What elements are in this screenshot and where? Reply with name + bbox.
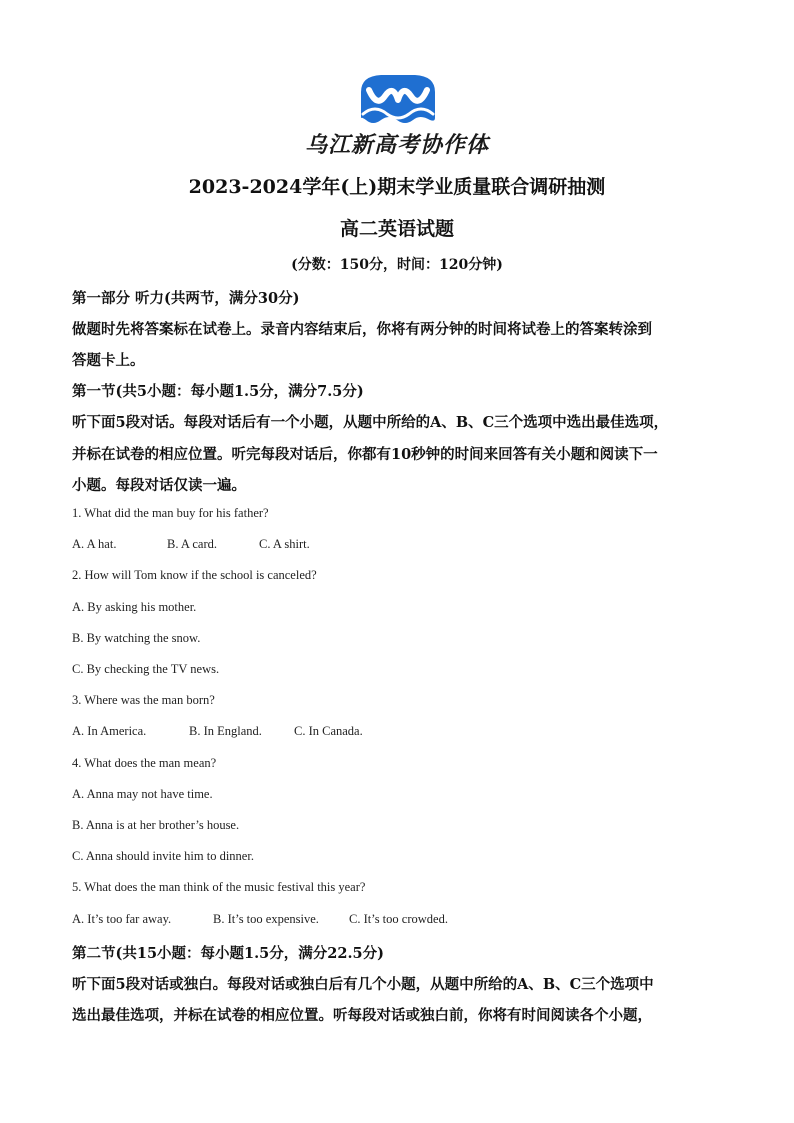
question-options xyxy=(72,912,448,927)
section1-instruction: 听下面5段对话。每段对话后有一个小题，从题中所给的A、B、C三个选项中选出最佳选项， xyxy=(72,414,669,431)
exam-subtitle: 高二英语试题 xyxy=(339,218,454,240)
option-b: B. By watching the snow. xyxy=(72,631,201,645)
option-c: C. Anna should invite him to dinner. xyxy=(72,849,254,863)
part1-instruction: 做题时先将答案标在试卷上。录音内容结束后，你将有两分钟的时间将试卷上的答案转涂到 xyxy=(72,321,652,338)
question-stem: 5. What does the man think of the music festival this year? xyxy=(72,880,366,894)
section1-heading: 第一节(共5小题：每小题1.5分，满分7.5分) xyxy=(72,383,364,400)
section2-instruction: 选出最佳选项，并标在试卷的相应位置。听每段对话或独白前，你将有时间阅读各个小题， xyxy=(72,1007,652,1024)
question-stem: 4. What does the man mean? xyxy=(72,756,217,770)
part1-instruction: 答题卡上。 xyxy=(72,352,145,369)
option-b: B. Anna is at her brother’s house. xyxy=(72,818,240,832)
question-options xyxy=(72,537,310,552)
option-a: A. A hat. xyxy=(72,537,117,551)
question-stem: 3. Where was the man born? xyxy=(72,693,215,707)
question-stem: 2. How will Tom know if the school is canceled? xyxy=(72,568,317,582)
option-a: A. It’s too far away. xyxy=(72,912,172,926)
option-a: A. By asking his mother. xyxy=(72,600,197,614)
question-stem: 1. What did the man buy for his father? xyxy=(72,506,269,520)
option-b: B. It’s too expensive. xyxy=(213,912,319,926)
option-c: C. A shirt. xyxy=(259,537,310,551)
section2-heading: 第二节(共15小题：每小题1.5分，满分22.5分) xyxy=(72,945,384,962)
question-options xyxy=(72,724,363,739)
logo-text: 乌江新高考协作体 xyxy=(304,133,489,158)
section2-instruction: 听下面5段对话或独白。每段对话或独白后有几个小题，从题中所给的A、B、C三个选项中 xyxy=(72,976,654,993)
exam-title: 2023-2024学年(上)期末学业质量联合调研抽测 xyxy=(188,176,606,198)
option-a: A. In America. xyxy=(72,724,147,738)
option-b: B. A card. xyxy=(167,537,217,551)
wave-logo-icon xyxy=(285,70,509,128)
option-c: C. By checking the TV news. xyxy=(72,662,220,676)
option-c: C. It’s too crowded. xyxy=(349,912,448,926)
part1-heading: 第一部分 听力(共两节，满分30分) xyxy=(72,290,300,307)
section1-instruction: 并标在试卷的相应位置。听完每段对话后，你都有10秒钟的时间来回答有关小题和阅读下一 xyxy=(72,446,658,463)
option-b: B. In England. xyxy=(189,724,262,738)
logo xyxy=(285,70,509,162)
score-info: (分数：150分，时间：120分钟) xyxy=(291,257,503,273)
option-a: A. Anna may not have time. xyxy=(72,787,213,801)
section1-instruction: 小题。每段对话仅读一遍。 xyxy=(72,477,246,494)
option-c: C. In Canada. xyxy=(294,724,363,738)
